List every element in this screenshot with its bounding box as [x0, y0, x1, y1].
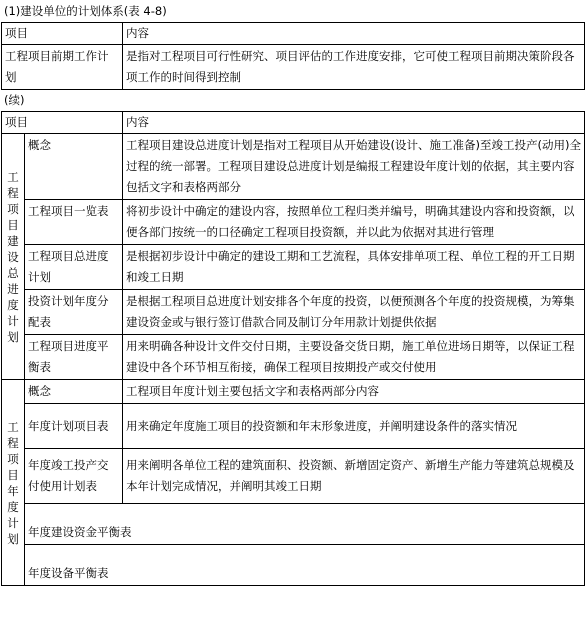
header-content: 内容 [123, 112, 585, 134]
vertical-label-char: 项 [7, 451, 19, 466]
row-content: 工程项目年度计划主要包括文字和表格两部分内容 [123, 380, 585, 404]
table-row [2, 545, 585, 586]
row-item: 年度竣工投产交付使用计划表 [25, 449, 123, 504]
vertical-label-char: 计 [7, 313, 19, 328]
vertical-label-char: 总 [7, 265, 19, 280]
vertical-label-char: 划 [7, 531, 19, 546]
table1-title: (1)建设单位的计划体系(表 4-8) [4, 4, 167, 18]
planning-system-table-continued [1, 111, 585, 586]
table-header-row [2, 23, 585, 45]
row-item: 年度计划项目表 [25, 404, 123, 449]
row-item: 年度建设资金平衡表 [25, 504, 585, 545]
table-row [2, 335, 585, 380]
vertical-label-char: 年 [7, 483, 19, 498]
vertical-label-char: 程 [7, 185, 19, 200]
table-row [2, 404, 585, 449]
row-item: 工程项目进度平衡表 [25, 335, 123, 380]
group-label-annual-plan [2, 380, 25, 586]
vertical-label-char: 度 [7, 297, 19, 312]
vertical-label-char: 建 [7, 233, 19, 248]
table-row [2, 200, 585, 245]
row-item: 概念 [25, 380, 123, 404]
table-row [2, 380, 585, 404]
row-item: 工程项目一览表 [25, 200, 123, 245]
table-row [2, 504, 585, 545]
header-item: 项目 [2, 112, 123, 134]
vertical-label-char: 工 [7, 169, 19, 184]
row-content: 是根据工程项目总进度计划安排各个年度的投资，以便预测各个年度的投资规模，为筹集建设资金或与银行签订借款合同及制订分年用款计划提供依据 [123, 290, 585, 335]
table-row [2, 45, 585, 90]
vertical-label-char: 目 [7, 467, 19, 482]
header-content: 内容 [123, 23, 585, 45]
vertical-label-char: 划 [7, 329, 19, 344]
vertical-label-char: 目 [7, 217, 19, 232]
vertical-label [2, 419, 24, 547]
row-content: 将初步设计中确定的建设内容，按照单位工程归类并编号，明确其建设内容和投资额，以便各部门按统一的口径确定工程项目投资额，并以此为依据对其进行管理 [123, 200, 585, 245]
vertical-label-char: 进 [7, 281, 19, 296]
row-content: 工程项目建设总进度计划是指对工程项目从开始建设(设计、施工准备)至竣工投产(动用)全过程的统一部署。工程项目建设总进度计划是编报工程建设年度计划的依据，其主要内容包括文字和表格两部分 [123, 134, 585, 200]
row-item: 概念 [25, 134, 123, 200]
group-label-total-schedule [2, 134, 25, 380]
table2-title: (续) [4, 93, 25, 107]
row-item: 工程项目总进度计划 [25, 245, 123, 290]
header-item: 项目 [2, 23, 123, 45]
planning-system-table [1, 22, 585, 90]
vertical-label-char: 程 [7, 435, 19, 450]
row-content: 用来确定年度施工项目的投资额和年末形象进度，并阐明建设条件的落实情况 [123, 404, 585, 449]
vertical-label [2, 169, 24, 345]
vertical-label-char: 项 [7, 201, 19, 216]
row-item: 投资计划年度分配表 [25, 290, 123, 335]
vertical-label-char: 工 [7, 419, 19, 434]
row-content: 是指对工程项目可行性研究、项目评估的工作进度安排，它可使工程项目前期决策阶段各项工作的时间得到控制 [123, 45, 585, 90]
table-row [2, 134, 585, 200]
table-row [2, 290, 585, 335]
row-content: 用来明确各种设计文件交付日期，主要设备交货日期，施工单位进场日期等，以保证工程建设中各个环节相互衔接，确保工程项目按期投产或交付使用 [123, 335, 585, 380]
vertical-label-char: 度 [7, 499, 19, 514]
table-row [2, 245, 585, 290]
vertical-label-char: 设 [7, 249, 19, 264]
table-row [2, 449, 585, 504]
row-content: 是根据初步设计中确定的建设工期和工艺流程，具体安排单项工程、单位工程的开工日期和竣工日期 [123, 245, 585, 290]
row-item: 年度设备平衡表 [25, 545, 585, 586]
vertical-label-char: 计 [7, 515, 19, 530]
row-item: 工程项目前期工作计划 [2, 45, 123, 90]
table-header-row [2, 112, 585, 134]
row-content: 用来阐明各单位工程的建筑面积、投资额、新增固定资产、新增生产能力等建筑总规模及本年计划完成情况，并阐明其竣工日期 [123, 449, 585, 504]
